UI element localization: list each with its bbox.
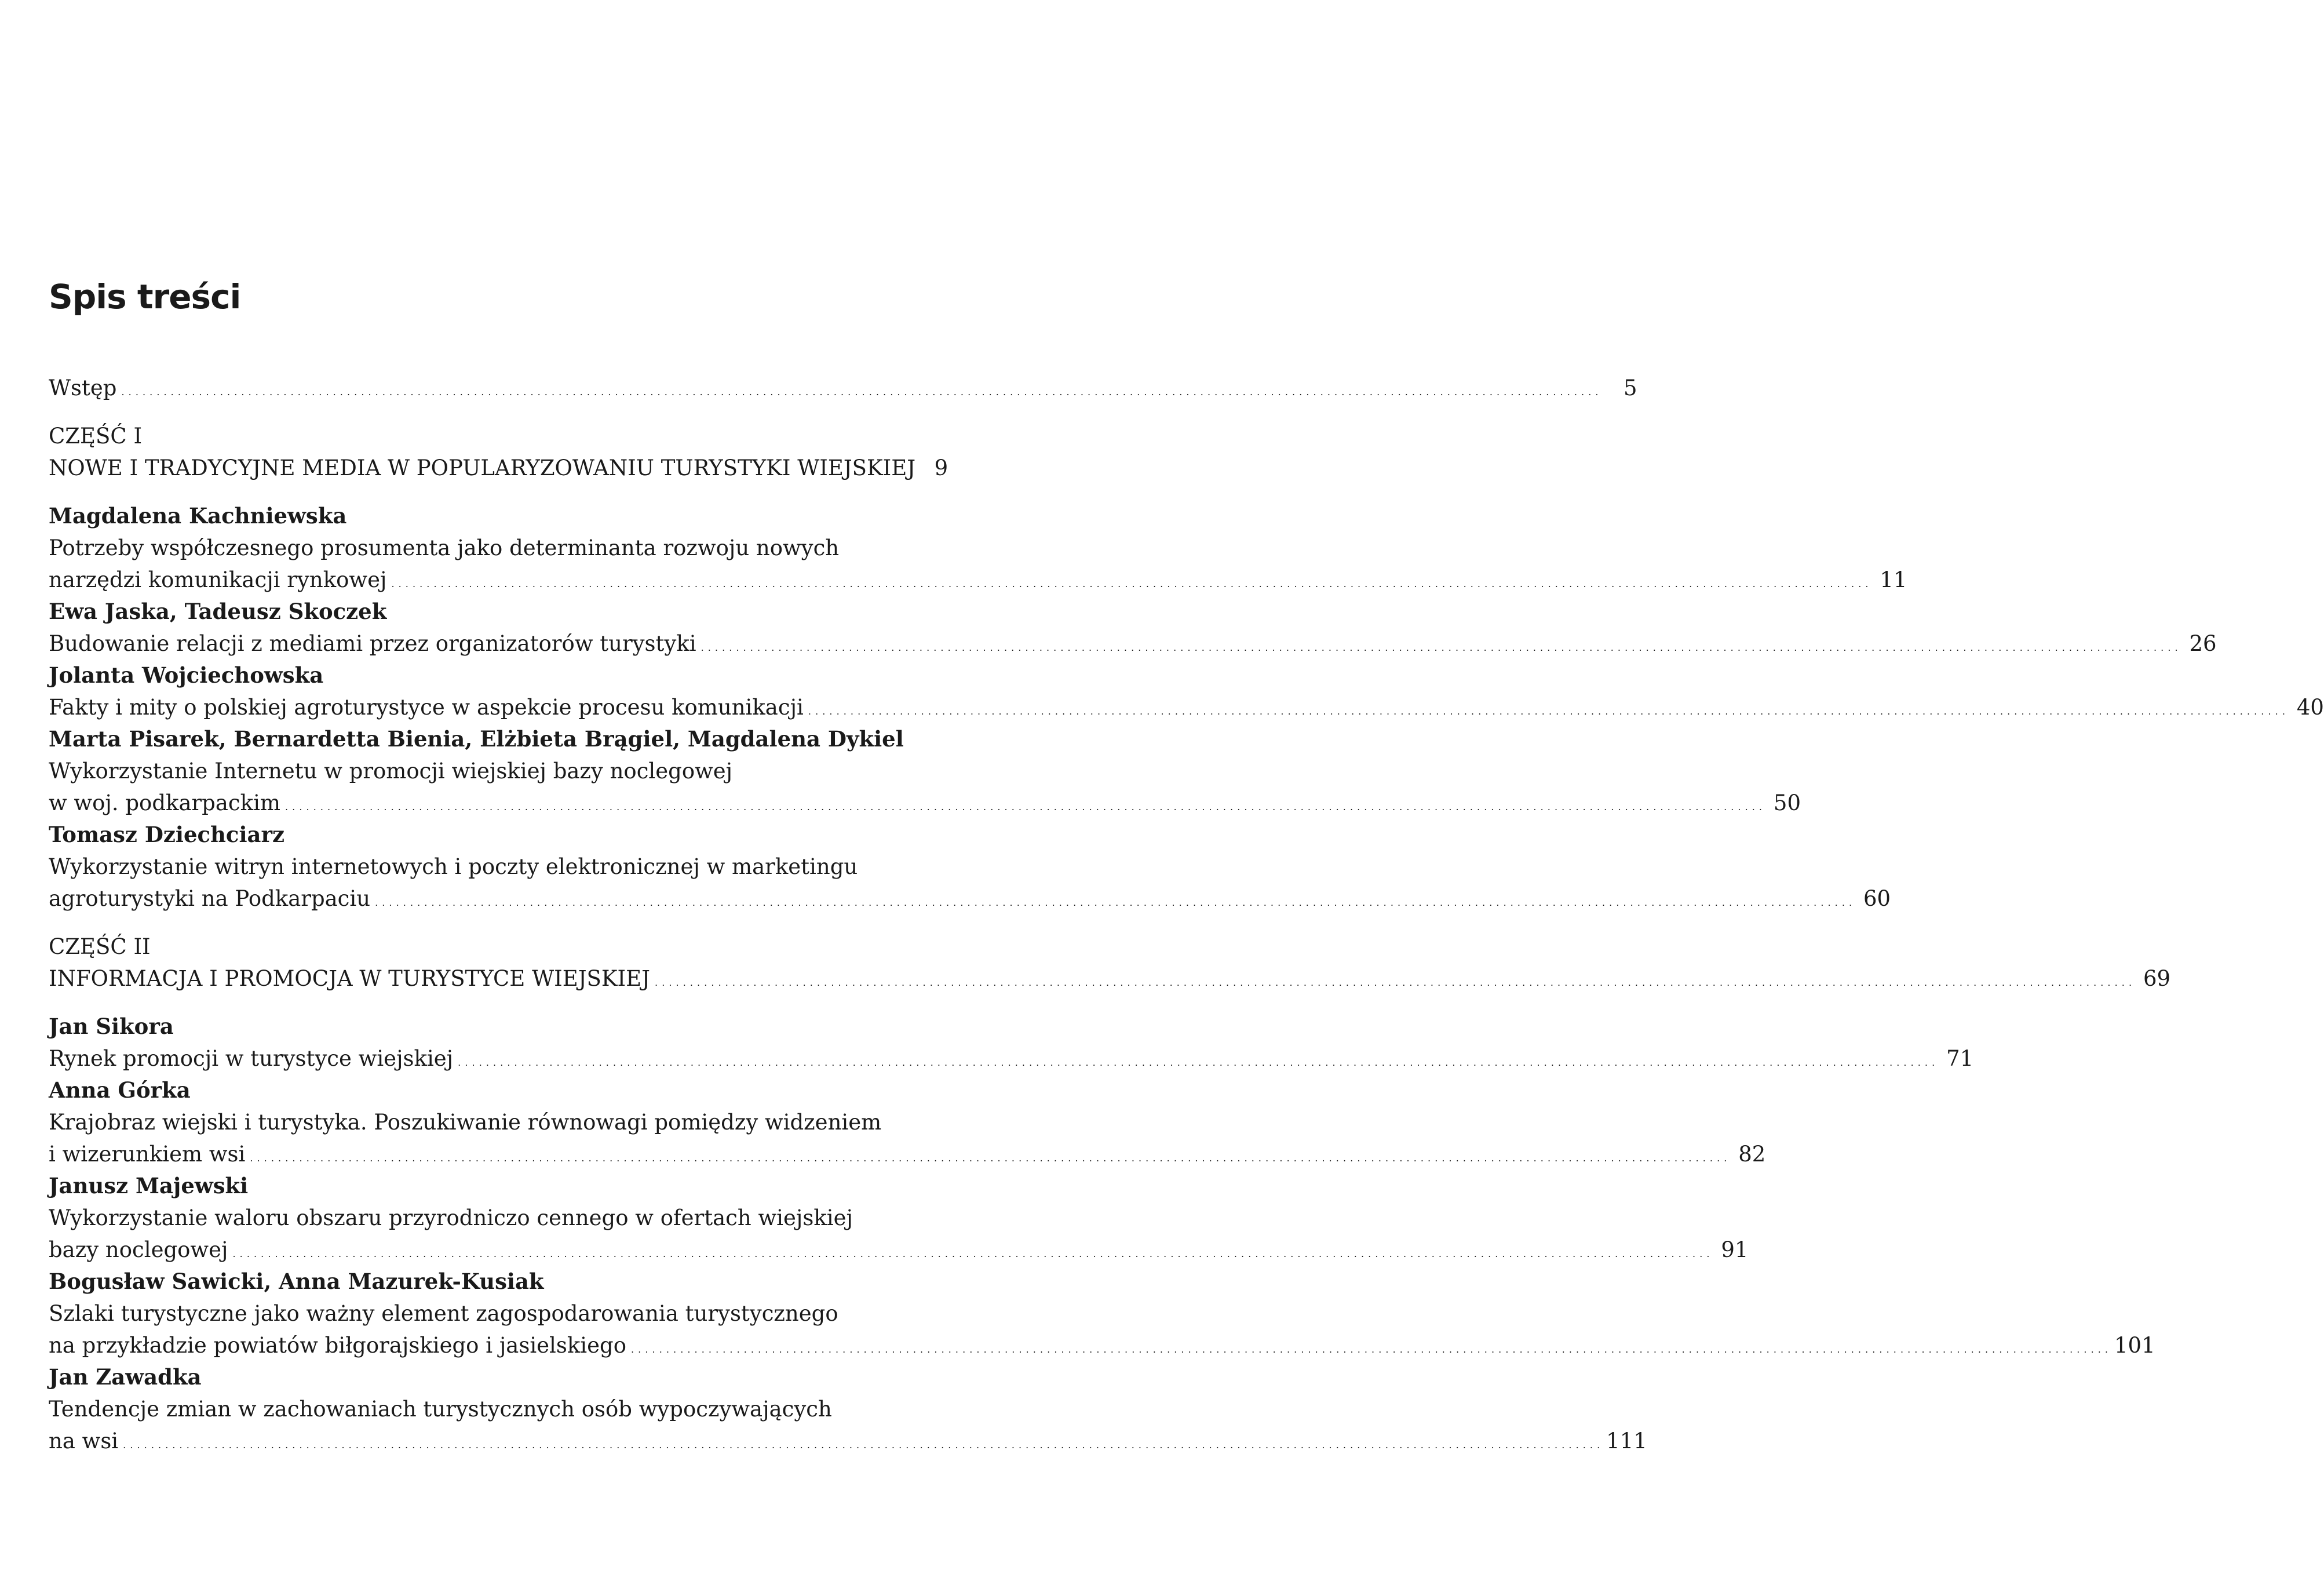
toc-entry[interactable] [49,1170,1749,1266]
part-heading-title: NOWE I TRADYCYJNE MEDIA W POPULARYZOWANIU TURYSTYKI WIEJSKIEJ [49,456,916,480]
page-number: 11 [1880,567,1907,592]
entry-title-last-line [49,628,2217,660]
page-number: 69 [2143,966,2171,991]
section-gap [49,484,939,500]
entry-title-text: narzędzi komunikacji rynkowej [49,567,387,592]
entry-title-line: Tendencje zmian w zachowaniach turystycznych osób wypoczywających [49,1397,832,1422]
dot-leader [121,376,1599,408]
part-heading-title: INFORMACJA I PROMOCJA W TURYSTYCE WIEJSKIEJ [49,966,651,991]
dot-leader [375,887,1852,919]
entry-author: Bogusław Sawicki, Anna Mazurek-Kusiak [49,1269,544,1294]
page-number: 71 [1946,1046,1974,1071]
entry-title-line: Krajobraz wiejski i turystyka. Poszukiwanie równowagi pomiędzy widzeniem [49,1110,882,1135]
page-number: 82 [1738,1142,1766,1167]
part-heading-1[interactable] [49,452,948,484]
toc-entry-intro[interactable] [49,372,1637,404]
entry-title-last-line [49,1329,2155,1361]
toc-entry[interactable] [49,500,1907,596]
page-title: Spis treści [49,277,241,316]
dot-leader [655,967,2132,999]
toc-entry[interactable] [49,1266,2155,1361]
dot-leader [391,568,1869,600]
entry-title-line: Potrzeby współczesnego prosumenta jako determinanta rozwoju nowych [49,535,840,560]
dot-leader [123,1429,1600,1461]
dot-leader [232,1238,1710,1270]
dot-leader [285,791,1763,823]
table-of-contents [49,372,2324,1457]
entry-title-text: bazy noclegowej [49,1237,228,1262]
toc-entry[interactable] [49,1361,1647,1457]
dot-leader [631,1333,2108,1365]
toc-entry-title: Wstęp [49,376,117,400]
entry-title-text: Rynek promocji w turystyce wiejskiej [49,1046,454,1071]
page-number: 101 [2114,1333,2155,1358]
entry-title-last-line [49,1043,1974,1074]
entry-author: Janusz Majewski [49,1173,249,1198]
entry-title-text: Fakty i mity o polskiej agroturystyce w aspekcie procesu komunikacji [49,695,804,720]
dot-leader [808,695,2286,727]
page-number: 111 [1606,1429,1647,1453]
entry-title-last-line [49,787,1801,819]
part-heading-2[interactable] [49,963,2171,994]
part-label: CZĘŚĆ I [49,424,143,449]
entry-author: Marta Pisarek, Bernardetta Bienia, Elżbieta Brągiel, Magdalena Dykiel [49,726,904,752]
toc-entry[interactable] [49,1011,1974,1074]
entry-author: Jan Sikora [49,1014,174,1039]
entry-title-text: na wsi [49,1429,119,1453]
entry-title-line: Wykorzystanie Internetu w promocji wiejskiej bazy noclegowej [49,759,733,784]
toc-entry[interactable] [49,660,2324,723]
entry-title-line: Wykorzystanie waloru obszaru przyrodniczo cennego w ofertach wiejskiej [49,1205,853,1230]
dot-leader [701,632,2179,664]
dot-leader [458,1047,1935,1079]
entry-title-last-line [49,691,2324,723]
toc-entry[interactable] [49,596,2217,660]
entry-title-line: Szlaki turystyczne jako ważny element zagospodarowania turystycznego [49,1301,838,1326]
page-number: 5 [1623,376,1637,400]
part-label: CZĘŚĆ II [49,934,151,959]
toc-entry[interactable] [49,819,1891,914]
entry-author: Tomasz Dziechciarz [49,822,284,847]
toc-entry[interactable] [49,1074,1766,1170]
entry-author: Magdalena Kachniewska [49,503,347,529]
entry-title-text: agroturystyki na Podkarpaciu [49,886,371,911]
entry-title-text: w woj. podkarpackim [49,790,280,815]
entry-author: Ewa Jaska, Tadeusz Skoczek [49,599,387,624]
entry-title-text: i wizerunkiem wsi [49,1142,246,1167]
entry-title-last-line [49,1425,1647,1457]
toc-entry[interactable] [49,723,1801,819]
page-number: 40 [2296,695,2324,720]
page-number: 50 [1773,790,1801,815]
entry-title-last-line [49,1138,1766,1170]
page-number: 26 [2189,631,2217,656]
entry-author: Anna Górka [49,1077,191,1103]
dot-leader [250,1142,1727,1174]
entry-title-last-line [49,564,1907,596]
entry-title-last-line [49,883,1891,914]
entry-author: Jan Zawadka [49,1364,202,1390]
page-number: 9 [934,456,948,480]
page-number: 60 [1863,886,1891,911]
page-number: 91 [1721,1237,1749,1262]
entry-title-text: Budowanie relacji z mediami przez organizatorów turystyki [49,631,696,656]
entry-author: Jolanta Wojciechowska [49,662,324,688]
entry-title-line: Wykorzystanie witryn internetowych i poczty elektronicznej w marketingu [49,854,858,879]
entry-title-text: na przykładzie powiatów biłgorajskiego i jasielskiego [49,1333,626,1358]
entry-title-last-line [49,1234,1749,1266]
